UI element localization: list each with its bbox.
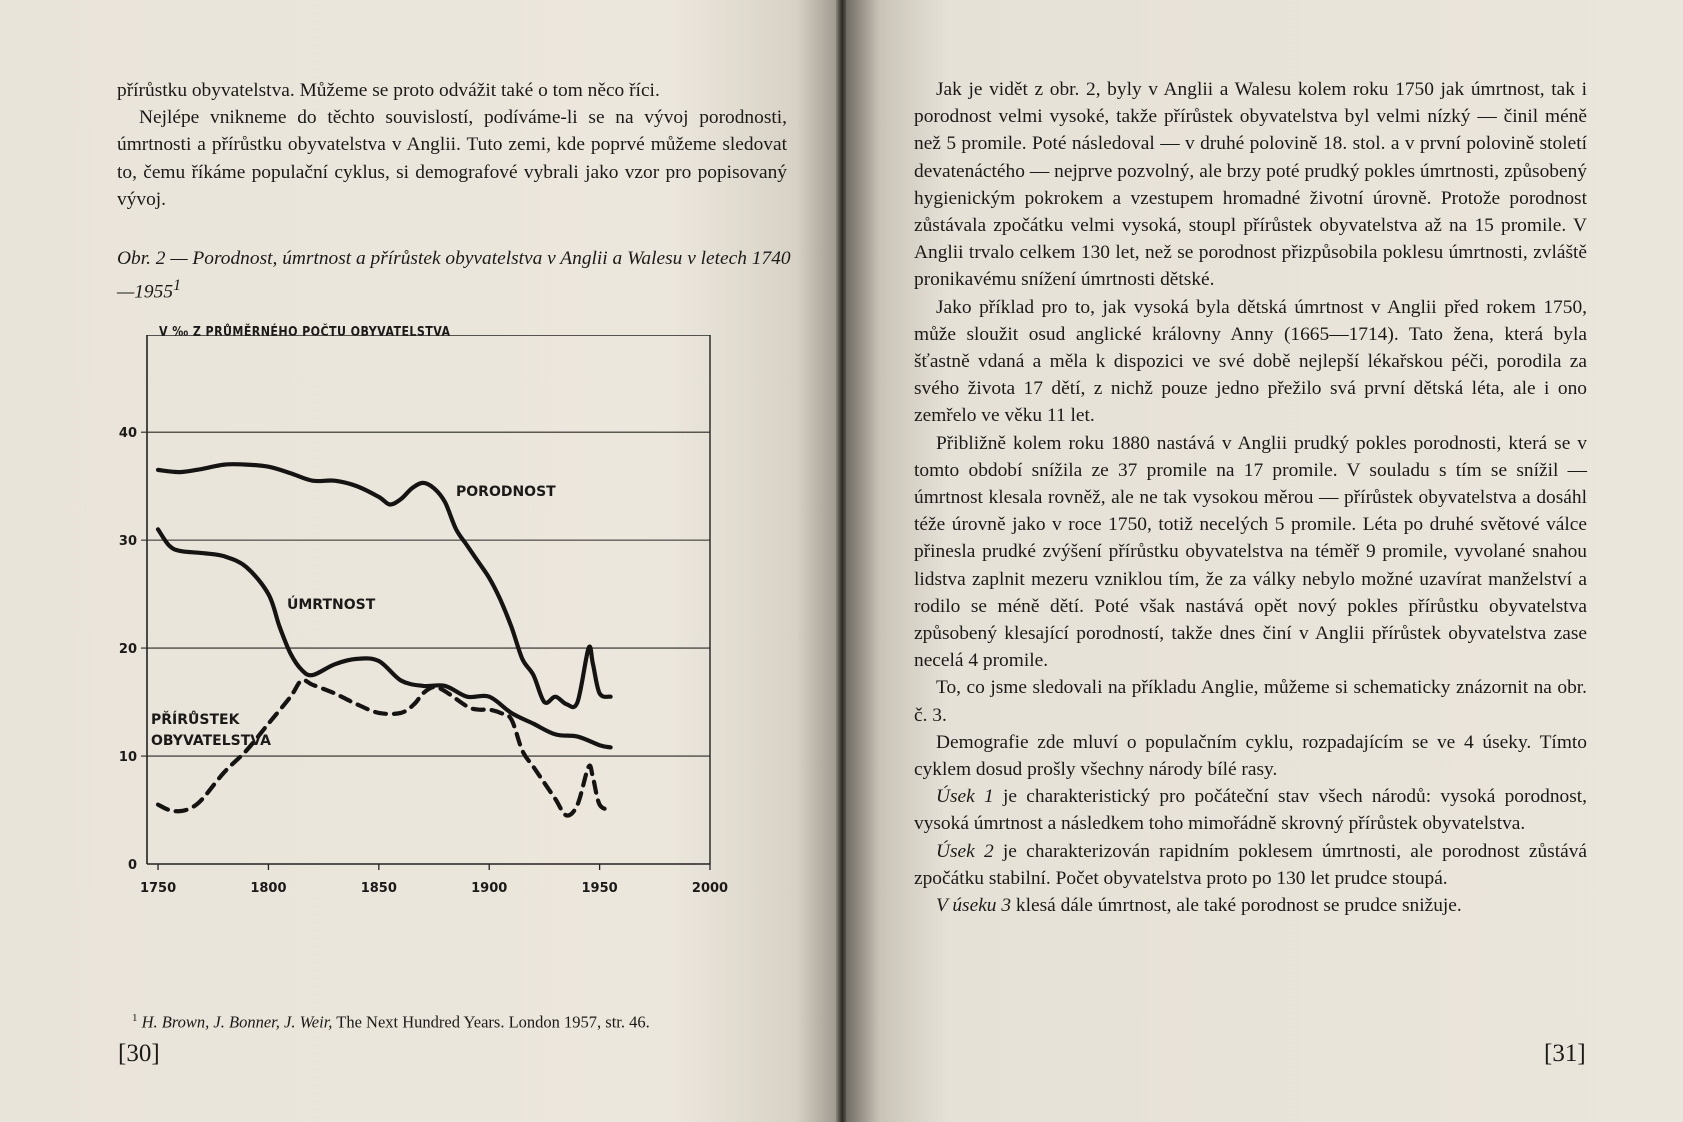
paragraph: Demografie zde mluví o populačním cyklu, rozpadajícím se ve 4 úseky. Tímto cyklem dosud prošly všechny národy bílé rasy. bbox=[914, 731, 1587, 781]
paragraph bbox=[914, 783, 1587, 837]
grid-layer bbox=[119, 335, 728, 896]
paragraph: Jak je vidět z obr. 2, byly v Anglii a Walesu kolem roku 1750 jak úmrtnost, tak i porodnost velmi vysoké, takže přírůstek obyvatelstva byl velmi nízký — činil méně než 5 promile. Poté následoval — v druhé polovině 18. stol. a v první polovině století devatenáctého — nejprve pozvolný, ale brzy poté prudký pokles úmrtnosti, způsobený hygienickým pokrokem a vzestupem hromadné životní úrovně. Protože porodnost zůstávala zpočátku velmi vysoká, stoupl přírůstek obyvatelstva až na 15 promile. V Anglii trvalo celkem 130 let, než se porodnost přizpůsobila poklesu úmrtnosti, zvláště pronikavému snížení úmrtnosti dětské. bbox=[914, 79, 1587, 291]
usek3-label: V úseku 3 bbox=[936, 895, 1012, 917]
usek3-text: klesá dále úmrtnost, ale také porodnost se prudce snižuje. bbox=[1011, 895, 1462, 917]
y-tick-label: 30 bbox=[118, 534, 137, 550]
caption-text: Obr. 2 — Porodnost, úmrtnost a přírůstek obyvatelstva v Anglii a Walesu v letech 1740—1955 bbox=[117, 248, 791, 303]
population-chart bbox=[110, 335, 740, 915]
right-page bbox=[846, 0, 1683, 1122]
y-tick-label: 20 bbox=[118, 642, 137, 658]
paragraph bbox=[914, 892, 1587, 919]
usek1-label: Úsek 1 bbox=[936, 786, 994, 808]
x-tick-label: 2000 bbox=[691, 881, 729, 896]
y-tick-label: 10 bbox=[118, 750, 137, 766]
right-body-text bbox=[914, 76, 1587, 919]
series-line-0 bbox=[158, 464, 611, 707]
page-number-right: [31] bbox=[1544, 1040, 1586, 1067]
footnote-mark: 1 bbox=[132, 1012, 138, 1024]
x-tick-label: 1900 bbox=[471, 881, 508, 896]
left-page bbox=[0, 0, 838, 1122]
label-obyvatelstva: OBYVATELSTVA bbox=[151, 733, 271, 749]
usek2-text: je charakterizován rapidním poklesem úmrtnosti, ale porodnost zůstává zpočátku stabilní. Počet obyvatelstva proto po 130 let prudce stoupá. bbox=[914, 840, 1587, 889]
paragraph: Nejlépe vnikneme do těchto souvislostí, podíváme-li se na vývoj porodnosti, úmrtnosti a přírůstku obyvatelstva v Anglii. Tuto zemi, kde poprvé můžeme sledovat to, čemu říkáme populační cyklus, si demografové vybrali jako vzor pro popisovaný vývoj. bbox=[117, 107, 787, 210]
figure-caption bbox=[117, 245, 792, 305]
y-tick-label: 40 bbox=[118, 426, 137, 442]
footnote-text: The Next Hundred Years. London 1957, str. 46. bbox=[332, 1012, 650, 1032]
paragraph: Jako příklad pro to, jak vysoká byla dětská úmrtnost v Anglii před rokem 1750, může sloužit osud anglické královny Anny (1665—1714). Tato žena, která byla šťastně vdaná a měla k dispozici ve své době nejlepší lékařskou péči, porodila za svého života 17 dětí, z nichž pouze jedno přežilo svá první dětská léta, ale i ono zemřelo ve věku 11 let. bbox=[914, 296, 1587, 427]
label-prirustek: PŘÍRŮSTEK bbox=[151, 712, 240, 728]
usek1-text: je charakteristický pro počáteční stav všech národů: vysoká porodnost, vysoká úmrtnost a následkem toho mimořádně skrovný přírůstek obyvatelstva. bbox=[914, 786, 1588, 835]
label-umrtnost: ÚMRTNOST bbox=[287, 597, 376, 613]
footnote-authors: H. Brown, J. Bonner, J. Weir, bbox=[141, 1012, 333, 1032]
left-body-text bbox=[117, 77, 787, 213]
footnote bbox=[132, 1007, 802, 1034]
x-tick-label: 1850 bbox=[360, 881, 397, 896]
y-tick-label: 0 bbox=[127, 858, 137, 873]
paragraph bbox=[914, 838, 1587, 892]
usek2-label: Úsek 2 bbox=[936, 840, 994, 862]
caption-footnote-mark: 1 bbox=[173, 277, 182, 294]
series-layer bbox=[158, 464, 611, 815]
paragraph: To, co jsme sledovali na příkladu Anglie, můžeme si schematicky znázornit na obr. č. 3. bbox=[914, 677, 1587, 726]
x-tick-label: 1750 bbox=[139, 881, 177, 896]
chart-title: V ‰ Z PRŮMĚRNÉHO POČTU OBYVATELSTVA bbox=[159, 324, 451, 340]
x-tick-label: 1800 bbox=[250, 881, 287, 896]
x-tick-label: 1950 bbox=[581, 881, 618, 896]
paragraph: Přibližně kolem roku 1880 nastává v Anglii prudký pokles porodnosti, která se v tomto období snížila ze 37 promile na 17 promile. V souladu s tím se snížil — úmrtnost klesala rovněž, ale ne tak vysokou měrou — přírůstek obyvatelstva a dosáhl téže úrovně jako v roce 1750, totiž necelých 5 promile. Léta po druhé světové válce přinesla prudké zvýšení přírůstku obyvatelstva na téměř 9 promile, vyvolané snahou lidstva zaplnit mezeru vzniklou tím, že za války nebylo možné uzavírat manželství a rodilo se méně dětí. Poté však nastává opět nový pokles přírůstku obyvatelstva způsobený klesající porodností, takže dnes činí v Anglii přírůstek obyvatelstva zase necelá 4 promile. bbox=[914, 432, 1587, 672]
page-number-left: [30] bbox=[118, 1040, 160, 1067]
label-porodnost: PORODNOST bbox=[456, 484, 556, 500]
paragraph: přírůstku obyvatelstva. Můžeme se proto odvážit také o tom něco říci. bbox=[117, 80, 660, 101]
